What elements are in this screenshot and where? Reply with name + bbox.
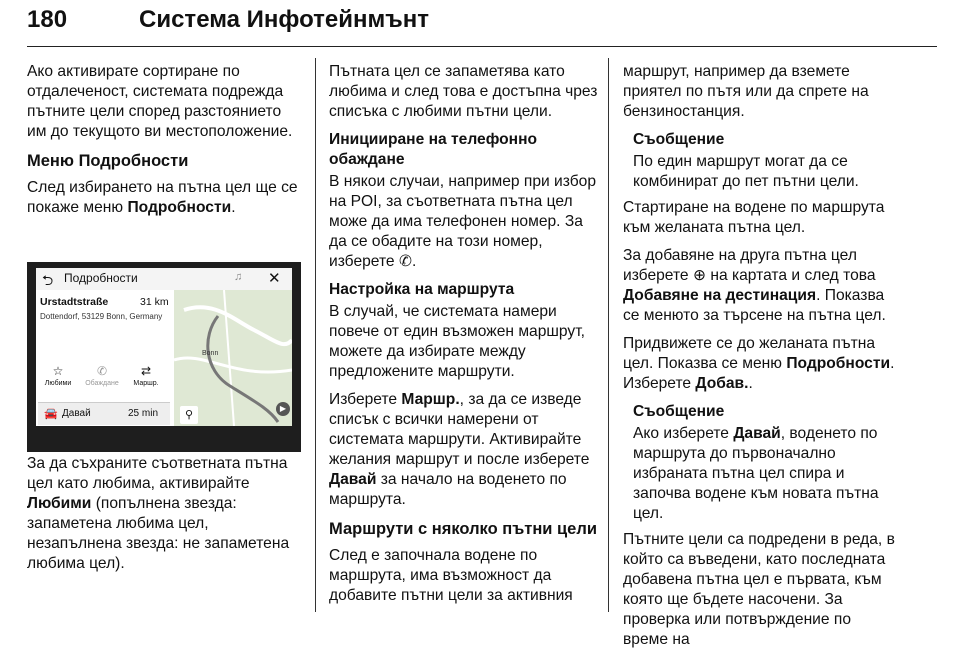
paragraph: Пътните цели са подредени в реда, в който са въведени, като последната добавена пътна цел е първата, към която ще бъдете насочени. За проверка или потвърждение по време на xyxy=(623,531,895,648)
paragraph: Изберете Маршр., за да се изведе списък с всички намерени от системата маршрути. Активирайте желания маршрут и после изберете Давай за начало на воденето по маршрута. xyxy=(329,391,590,508)
section-heading: Меню Подробности xyxy=(27,152,189,170)
city-line: Dottendorf, 53129 Bonn, Germany xyxy=(40,312,163,321)
go-button[interactable] xyxy=(38,402,170,425)
paragraph: Пътната цел се запаметява като любима и след това е достъпна чрез списъка с любими пътни цели. xyxy=(329,63,598,120)
add-destination-icon: ⊕ xyxy=(692,267,707,284)
phone-icon: ✆ xyxy=(96,364,108,378)
route-icon: ⇄ xyxy=(140,364,152,378)
details-panel xyxy=(36,290,174,426)
section-heading: Маршрути с няколко пътни цели xyxy=(329,520,597,538)
location-pin-icon[interactable]: ⚲ xyxy=(180,406,198,424)
favourites-button[interactable]: ☆ Любими xyxy=(38,364,78,387)
details-screen xyxy=(36,268,292,426)
section-heading: Иницииране на телефонно обаждане xyxy=(329,131,538,168)
paragraph: Ако активирате сортиране по отдалеченост, системата подрежда пътните цели според разстоянието им до текущото ви местоположение. xyxy=(27,63,293,140)
paragraph: За да съхраните съответната пътна цел като любима, активирайте Любими (попълнена звезда: запаметена любима цел, незапълнена звезда: не запаметена любима цел). xyxy=(27,455,290,572)
column-divider xyxy=(315,58,316,612)
column-2 xyxy=(329,62,603,614)
paragraph: В случай, че системата намери повече от един възможен маршрут, можете да избирате между предложените маршрути. xyxy=(329,303,585,380)
paragraph: След е започнала водене по маршрута, има възможност да добавите пътни цели за активния xyxy=(329,547,573,604)
page-title: Система Инфотейнмънт xyxy=(139,6,430,33)
back-arrow-icon[interactable]: ⮌ xyxy=(42,272,54,288)
paragraph: Придвижете се до желаната пътна цел. Показва се меню Подробности. Изберете Добав.. xyxy=(623,335,895,392)
note-title: Съобщение xyxy=(633,403,725,420)
distance: 31 km xyxy=(140,296,169,308)
go-label: Давай xyxy=(62,408,91,419)
call-button[interactable]: ✆ Обаждане xyxy=(82,364,122,387)
header-rule xyxy=(27,46,937,47)
star-icon: ☆ xyxy=(52,364,64,378)
car-icon: 🚘 xyxy=(44,408,58,420)
map-city-label: Bonn xyxy=(202,350,219,357)
paragraph: Стартиране на водене по маршрута към желаната пътна цел. xyxy=(623,199,885,236)
note-box xyxy=(633,130,897,192)
note-box xyxy=(633,402,897,524)
paragraph: След избирането на пътна цел ще се покаже меню Подробности. xyxy=(27,179,298,216)
play-icon[interactable]: ▶ xyxy=(276,402,290,416)
paragraph: маршрут, например да вземете приятел по пътя или да спрете на бензиностанция. xyxy=(623,63,869,120)
note-text: Ако изберете Давай, воденето по маршрута до първоначално избраната пътна цел спира и започва водене към новата пътна цел. xyxy=(633,425,879,522)
column-3 xyxy=(623,62,897,658)
page-number: 180 xyxy=(27,6,68,33)
screen-titlebar xyxy=(36,268,292,291)
paragraph: За добавяне на друга пътна цел изберете ⊕ на картата и след това Добавяне на дестинация. Показва се менюто за търсене на пътна цел. xyxy=(623,247,886,324)
page-header xyxy=(27,4,937,44)
note-title: Съобщение xyxy=(633,131,725,148)
section-heading: Настройка на маршрута xyxy=(329,281,515,298)
screen-figure xyxy=(27,262,301,452)
phone-icon: ✆ xyxy=(398,253,413,270)
music-icon[interactable]: ♫ xyxy=(234,271,243,283)
street-name: Urstadtstraße xyxy=(40,296,109,308)
route-button[interactable]: ⇄ Маршр. xyxy=(126,364,166,387)
travel-time: 25 min xyxy=(128,408,159,419)
column-divider xyxy=(608,58,609,612)
note-text: По един маршрут могат да се комбинират до пет пътни цели. xyxy=(633,153,859,190)
paragraph: В някои случаи, например при избор на POI, за съответната пътна цел може да има телефонен номер. За да се обадите на този номер, изберете ✆. xyxy=(329,173,596,270)
close-icon[interactable]: ✕ xyxy=(268,270,281,287)
screen-title: Подробности xyxy=(64,271,138,285)
